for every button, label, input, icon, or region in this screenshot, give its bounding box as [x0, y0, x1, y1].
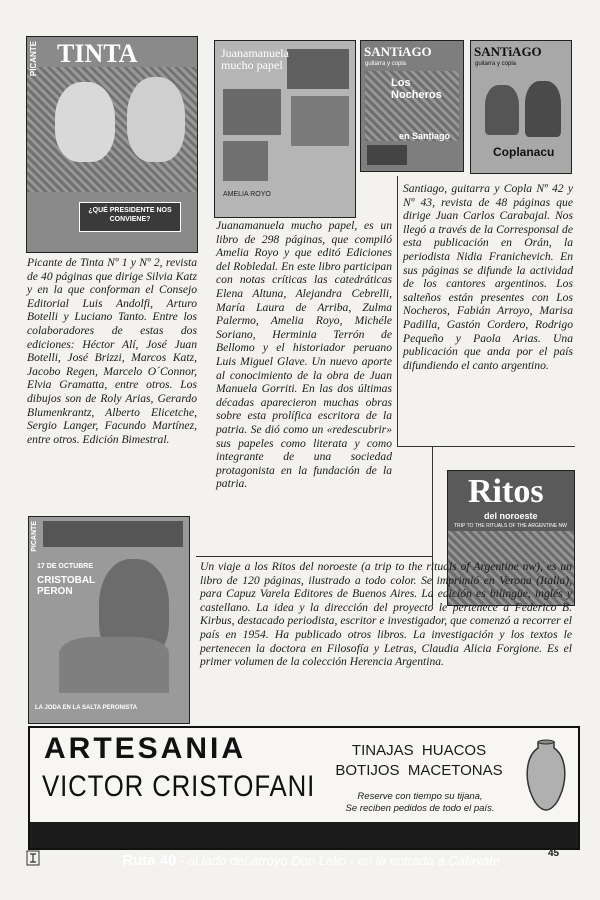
- cover-footer: LA JODA EN LA SALTA PERONISTA: [35, 705, 138, 711]
- caricature-body: [59, 637, 169, 693]
- cover-feature: Coplanacu: [493, 145, 555, 159]
- cover-photo: [485, 85, 519, 135]
- article-picante: Picante de Tinta Nº 1 y Nº 2, revista de 40 páginas que dirige Silvia Katz y en la que conforman el Consejo Editorial Luis Andolfi, Arturo Botelli y Luciano Tanto. Entre los colaboradores de estas dos ediciones: Héctor Alí, José Juan Botelli, José Brizzi, Marcos Katz, Jacobo Regen, Marcelo O´Connor, Elvia Gramatta, entre otros. Los dibujos son de Roly Arias, Gerardo Blumenkrantz, Alberto Elicetche, Sergio Langer, Facundo Martínez, entre otros. Edición Bimestral.: [27, 256, 197, 446]
- cover-brand: PICANTE: [29, 41, 38, 77]
- cover-title: TINTA: [57, 39, 138, 68]
- column-divider: [397, 176, 398, 446]
- vase-icon: [524, 738, 568, 814]
- article-juanamanuela: Juanamanuela mucho papel, es un libro de 298 páginas, que compiló Amelia Royo y que editó Ediciones del Robledal. En este libro participan con notas críticas las catedráticas Elena Altuna, Alejandra Cebrelli, María Laura de Arriba, Zulma Palermo, Amelia Royo, Michéle Soriano, Herminia Terrón de Bellomo y el historiador peruano Luis Miguel Glave. Un nuevo aporte al conocimiento de la obra de Juan Manuela Gorriti. En las dos últimas décadas aparecieron muchas obras sobre esta prolífica escritora de la patria. Se dió como un «redescubrir» sus papeles como literata y como integrante de una sociedad protagonista en la fundación de la patria.: [216, 219, 392, 491]
- cover-author: AMELIA ROYO: [223, 191, 271, 198]
- cover-title: Juanamanuela mucho papel: [221, 46, 289, 72]
- cover-caption: ¿QUÉ PRESIDENTE NOS CONVIENE?: [88, 207, 172, 223]
- cover-brand: PICANTE: [31, 521, 38, 552]
- cover-santiago-43: [470, 40, 572, 174]
- cover-subtitle: del noroeste: [484, 511, 538, 521]
- cover-picante-1: [26, 36, 198, 253]
- ad-footer-route: Ruta 40: [122, 852, 177, 869]
- caricature-faces: [127, 77, 185, 162]
- cover-tagline: TRIP TO THE RITUALS OF THE ARGENTINE NW: [454, 523, 567, 529]
- column-divider: [397, 446, 575, 447]
- publisher-emblem-icon: [26, 850, 40, 866]
- caricature-faces: [55, 82, 115, 162]
- cover-picante-2: [28, 516, 190, 724]
- cover-feature-2: en Santiago: [399, 131, 451, 141]
- page-number: 45: [548, 848, 560, 859]
- ad-note-1: Reserve con tiempo su tijana,: [357, 791, 483, 802]
- cover-name: CRISTOBAL PERON: [37, 575, 95, 597]
- cover-photo: [525, 81, 561, 137]
- ad-brand: ARTESANIA: [44, 732, 247, 765]
- cover-photo: [291, 96, 349, 146]
- cover-subtitle: guitarra y copla: [365, 61, 407, 67]
- ad-name: VICTOR CRISTOFANI: [42, 770, 316, 803]
- cover-feature: Los Nocheros: [391, 77, 442, 101]
- cover-title: SANTiAGO: [364, 44, 432, 59]
- cover-subtitle: guitarra y copla: [475, 61, 517, 67]
- cover-group-photo: [367, 145, 407, 165]
- ad-note-2: Se reciben pedidos de todo el país.: [345, 803, 495, 814]
- cover-santiago-42: [360, 40, 464, 172]
- cover-title: Ritos: [468, 473, 544, 510]
- column-divider: [196, 556, 432, 557]
- cover-photo: [223, 141, 268, 181]
- cover-masthead-bar: [43, 521, 183, 547]
- cover-date: 17 DE OCTUBRE: [37, 563, 94, 570]
- article-ritos: Un viaje a los Ritos del noroeste (a trip to the rituals of Argentine nw), es un libro de 120 páginas, ilustrado a todo color. Se imprimió en Verona (Italia), para Capuz Varela Editores de Buenos Aires. La edición es bilingüe, inglés y castellano. La idea y la dirección del proyecto le pertenece a Federico B. Kirbus, destacado periodista, escritor e investigador, que comenzó a recorrer el país en 1954. Ha publicado otros libros. La investigación y los textos le pertenecen la doctora en Filosofía y Letras, Claudia Alicia Forgione. Es el primer volumen de la colección Herencia Argentina.: [200, 560, 572, 669]
- cover-title: SANTiAGO: [474, 44, 542, 59]
- cover-caption-box: [79, 202, 181, 232]
- ad-footer-rest: - al lado del arroyo Don Lelio - en la entrada a Cafayate: [176, 853, 501, 868]
- cover-photo: [223, 89, 281, 135]
- ad-products-1: TINAJAS HUACOS: [351, 742, 487, 759]
- cover-juanamanuela: [214, 40, 356, 218]
- ad-products-2: BOTIJOS MACETONAS: [335, 762, 503, 779]
- article-santiago: Santiago, guitarra y Copla Nº 42 y Nº 43, revista de 48 páginas que dirige Juan Carlos Carabajal. Nos llegó a través de la Corresponsal de esta publicación en Orán, la periodista Nidia Franichevich. En sus páginas se difunde la actividad de los cantores argentinos. Los salteños están presentes con Los Nocheros, Fabián Arroyo, Marisa Padilla, Gastón Cordero, Rodrigo Pequeño y Paola Arias. Una publicación que anda por el país difundiendo el canto argentino.: [403, 182, 573, 372]
